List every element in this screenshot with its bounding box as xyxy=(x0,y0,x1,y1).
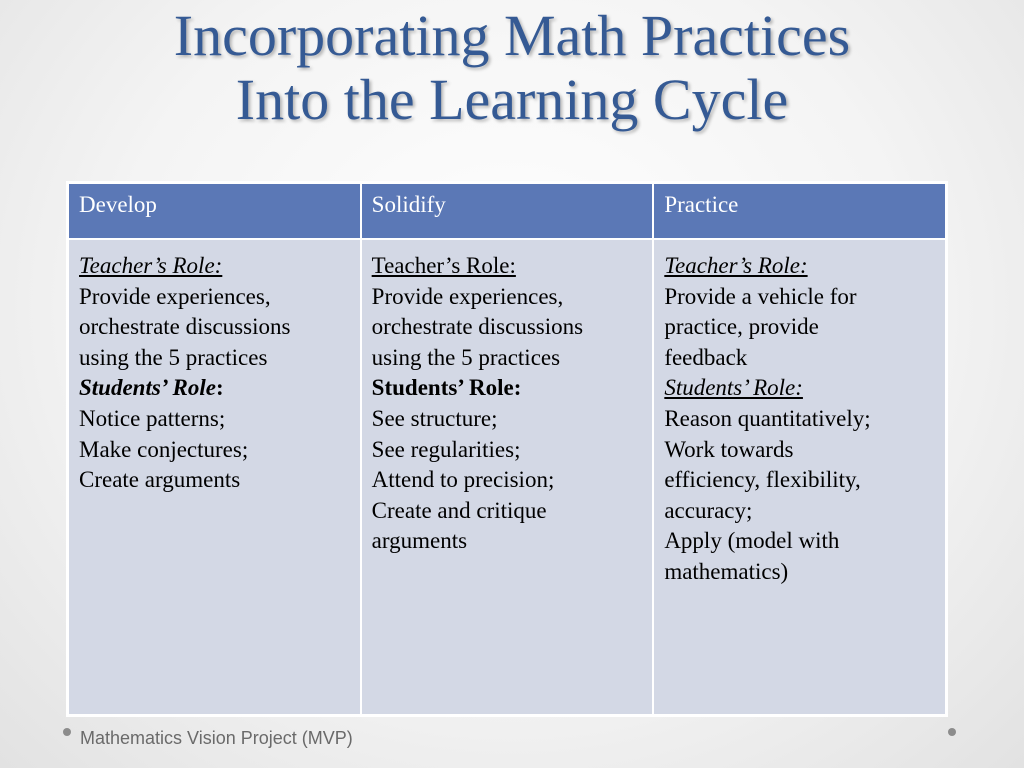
slide-title xyxy=(0,4,1024,132)
footer-bullet-left-icon xyxy=(63,728,71,736)
student-line: Create arguments xyxy=(79,467,241,493)
student-line: efficiency, flexibility, xyxy=(664,467,861,493)
student-line: Reason quantitatively; xyxy=(664,405,871,431)
students-role-colon: : xyxy=(215,375,224,401)
student-line: See regularities; xyxy=(371,436,521,462)
students-role-label-text: Students’ Role xyxy=(79,375,216,401)
teacher-line: Provide experiences, xyxy=(79,283,271,309)
students-role-label-practice xyxy=(664,373,935,404)
footer-bullet-right-icon xyxy=(948,728,956,736)
table-header-row xyxy=(68,183,946,239)
student-line: See structure; xyxy=(371,405,498,431)
students-role-label-text: Students’ Role: xyxy=(371,375,522,401)
table-row xyxy=(68,239,946,715)
student-line: Make conjectures; xyxy=(79,436,249,462)
student-line: Attend to precision; xyxy=(371,467,555,493)
teacher-role-label-text: Teacher’s Role: xyxy=(664,253,808,278)
students-role-label-solidify xyxy=(372,373,643,404)
header-solidify: Solidify xyxy=(361,183,654,239)
student-line: Work towards xyxy=(664,436,794,462)
students-role-label-develop xyxy=(79,373,350,404)
teacher-line: practice, provide xyxy=(664,314,819,340)
student-line: accuracy; xyxy=(664,497,753,523)
cell-practice xyxy=(653,239,946,715)
student-line: mathematics) xyxy=(664,558,789,584)
teacher-role-label-solidify xyxy=(372,251,643,282)
teacher-line: using the 5 practices xyxy=(371,344,561,370)
teacher-role-label-develop xyxy=(79,251,350,282)
teacher-role-label-practice xyxy=(664,251,935,282)
student-line: Create and critique xyxy=(371,497,547,523)
student-line: arguments xyxy=(371,528,468,554)
cell-develop xyxy=(68,239,361,715)
footer-text: Mathematics Vision Project (MVP) xyxy=(80,728,353,748)
teacher-line: Provide a vehicle for xyxy=(664,283,857,309)
teacher-line: using the 5 practices xyxy=(79,344,268,370)
teacher-line: orchestrate discussions xyxy=(79,314,291,340)
teacher-line: Provide experiences, xyxy=(371,283,564,309)
teacher-role-label-text: Teacher’s Role: xyxy=(79,253,223,278)
student-line: Apply (model with xyxy=(664,528,840,554)
slide-title-line-2: Into the Learning Cycle xyxy=(235,67,789,132)
teacher-line: feedback xyxy=(664,344,748,370)
cell-solidify xyxy=(361,239,654,715)
slide-title-line-1: Incorporating Math Practices xyxy=(173,3,851,68)
teacher-line: orchestrate discussions xyxy=(371,314,584,340)
students-role-label-text: Students’ Role: xyxy=(664,375,803,401)
student-line: Notice patterns; xyxy=(79,405,226,431)
header-develop: Develop xyxy=(68,183,361,239)
header-practice: Practice xyxy=(653,183,946,239)
learning-cycle-table xyxy=(67,182,947,716)
teacher-role-label-text: Teacher’s Role: xyxy=(371,253,516,278)
